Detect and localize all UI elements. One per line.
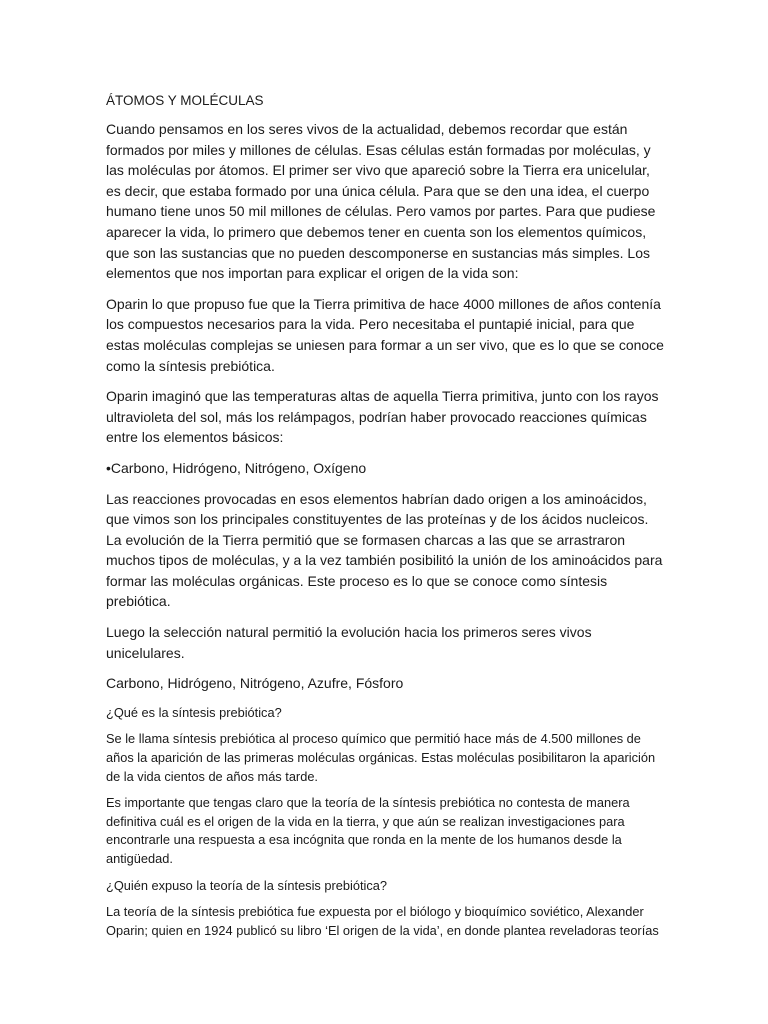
paragraph-oparin-imagined: Oparin imaginó que las temperaturas altas de aquella Tierra primitiva, junto con los rayos ultravioleta del sol, más los relámpagos, podrían haber provocado reacciones químicas entre los elementos básicos: <box>106 388 659 446</box>
paragraph-synthesis-definition: Se le llama síntesis prebiótica al proceso químico que permitió hace más de 4.500 millones de años la aparición de las primeras moléculas orgánicas. Estas moléculas posibilitaron la aparición de la vida cientos de años más tarde. <box>106 731 656 784</box>
paragraph-natural-selection: Luego la selección natural permitió la evolución hacia los primeros seres vivos unicelulares. <box>106 624 592 661</box>
paragraph-synthesis-note: Es importante que tengas claro que la teoría de la síntesis prebiótica no contesta de manera definitiva cuál es el origen de la vida en la tierra, y que aún se realizan investigaciones para encontrarle una respuesta a esa incógnita que ronda en la mente de los humanos desde la antigüedad. <box>106 795 630 866</box>
paragraph-reactions: Las reacciones provocadas en esos elementos habrían dado origen a los aminoácidos, que vimos son los principales constituyentes de las proteínas y de los ácidos nucleicos. La evolución de la Tierra permitió que se formasen charcas a las que se arrastraron muchos tipos de moléculas, y a la vez también posibilitó la unión de los aminoácidos para formar las moléculas orgánicas. Este proceso es lo que se conoce como síntesis prebiótica. <box>106 490 663 610</box>
paragraph-element-list: Carbono, Hidrógeno, Nitrógeno, Azufre, Fósforo <box>106 675 404 692</box>
paragraph-intro: Cuando pensamos en los seres vivos de la actualidad, debemos recordar que están formados por miles y millones de células. Esas células están formadas por moléculas, y las moléculas por átomos. El primer ser vivo que apareció sobre la Tierra era unicelular, es decir, que estaba formado por una única célula. Para que se den una idea, el cuerpo humano tiene unos 50 mil millones de células. Pero vamos por partes. Para que pudiese aparecer la vida, lo primero que debemos tener en cuenta son los elementos químicos, que son las sustancias que no pueden descomponerse en sustancias más simples. Los elementos que nos importan para explicar el origen de la vida son: <box>106 121 656 282</box>
document-page <box>106 91 666 948</box>
heading-what-is-synthesis: ¿Qué es la síntesis prebiótica? <box>106 704 282 720</box>
paragraph-oparin-book: La teoría de la síntesis prebiótica fue expuesta por el biólogo y bioquímico soviético, Alexander Oparin; quien en 1924 publicó su libro ‘El origen de la vida’, en donde plantea reveladoras teorías <box>106 904 659 938</box>
heading-who-exposed: ¿Quién expuso la teoría de la síntesis prebiótica? <box>106 877 387 893</box>
paragraph-oparin-proposal: Oparin lo que propuso fue que la Tierra primitiva de hace 4000 millones de años contenía los compuestos necesarios para la vida. Pero necesitaba el puntapié inicial, para que estas moléculas complejas se uniesen para formar a un ser vivo, que es lo que se conoce como la síntesis prebiótica. <box>106 295 664 374</box>
bullet-basic-elements: •Carbono, Hidrógeno, Nitrógeno, Oxígeno <box>106 459 367 476</box>
document-title: ÁTOMOS Y MOLÉCULAS <box>106 93 264 108</box>
